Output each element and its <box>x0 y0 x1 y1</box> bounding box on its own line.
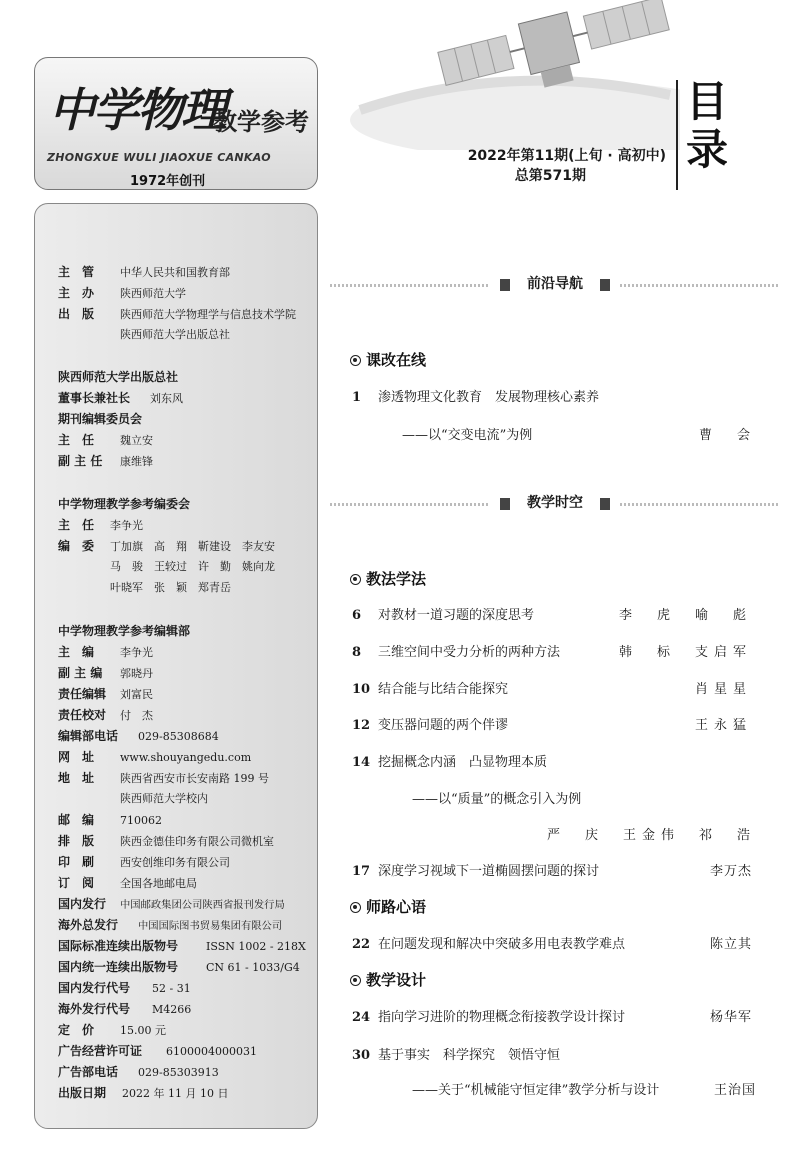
article-entry[interactable] <box>352 1006 752 1025</box>
masthead-row: 董事长兼社长 刘东风 <box>58 391 183 405</box>
dotted-rule <box>330 503 490 506</box>
page-number: 24 <box>352 1010 371 1025</box>
contents-title: 目 录 <box>686 77 729 174</box>
article-author: 杨华军 <box>709 1010 752 1025</box>
article-title: 三维空间中受力分析的两种方法 <box>378 645 561 660</box>
page-number: 22 <box>352 937 371 952</box>
article-entry[interactable] <box>352 714 752 733</box>
article-entry[interactable] <box>352 386 752 405</box>
article-entry[interactable] <box>352 751 752 770</box>
masthead-row: 主 任 魏立安 <box>58 433 153 447</box>
bullet-icon <box>350 975 361 986</box>
issue-number: 2022年第11期(上旬 · 高初中) <box>467 148 666 164</box>
article-title: 对教材一道习题的深度思考 <box>378 608 535 623</box>
masthead-row: 马 骏 王较过 许 勤 姚向龙 <box>110 560 275 573</box>
journal-logo <box>34 57 318 190</box>
total-issue-number: 总第571期 <box>514 168 586 184</box>
article-entry[interactable] <box>352 678 752 697</box>
article-title: 渗透物理文化教育 发展物理核心素养 <box>378 390 600 405</box>
satellite-illustration <box>330 0 680 150</box>
masthead-row: 出版日期 2022 年 11 月 10 日 <box>58 1086 229 1100</box>
masthead-row: 邮 编 710062 <box>58 813 162 827</box>
divider <box>676 80 678 190</box>
article-title: 挖掘概念内涵 凸显物理本质 <box>378 755 548 770</box>
masthead-row: 地 址 陕西省西安市长安南路 199 号 <box>58 771 269 785</box>
press-heading: 陕西师范大学出版总社 <box>58 370 179 384</box>
article-author: 王永猛 <box>694 718 752 733</box>
logo-title: 中学物理 <box>49 83 225 137</box>
masthead-row: 编辑部电话 029-85308684 <box>58 729 219 743</box>
page-number: 6 <box>352 608 362 623</box>
page-number: 12 <box>352 718 371 733</box>
article-author: 严 庆 王金伟 祁 浩 <box>546 828 756 843</box>
article-subtitle: ——以“交变电流”为例 <box>402 428 533 443</box>
masthead-row: 出 版 陕西师范大学物理学与信息技术学院 <box>58 307 296 321</box>
article-entry[interactable] <box>352 933 752 952</box>
article-author: 李 虎 喻 彪 <box>618 608 752 623</box>
masthead-row: 国内发行 中国邮政集团公司陕西省报刊发行局 <box>58 897 285 911</box>
masthead-row: 编 委 丁加旗 高 翔 靳建设 李友安 <box>58 539 275 553</box>
masthead-row: 订 阅 全国各地邮电局 <box>58 876 197 890</box>
article-subtitle: ——以“质量”的概念引入为例 <box>412 792 582 807</box>
article-title: 基于事实 科学探究 领悟守恒 <box>378 1048 561 1063</box>
article-author: 韩 标 支启军 <box>618 645 752 660</box>
bullet-icon <box>350 574 361 585</box>
section-header <box>330 278 780 292</box>
masthead-row: 陕西师范大学校内 <box>120 792 208 805</box>
masthead-row: 副 主 编 郭晓丹 <box>58 666 153 680</box>
masthead-row: 叶晓军 张 颖 郑青岳 <box>110 581 231 594</box>
masthead-row: 主 办 陕西师范大学 <box>58 286 186 300</box>
masthead-row: 广告部电话 029-85303913 <box>58 1065 219 1079</box>
section-title: 教学时空 <box>500 492 610 512</box>
masthead-row: 排 版 陕西金德佳印务有限公司微机室 <box>58 834 274 848</box>
masthead-row: 主 管 中华人民共和国教育部 <box>58 265 230 279</box>
article-entry[interactable] <box>352 604 752 623</box>
committee-heading: 中学物理教学参考编委会 <box>58 497 191 511</box>
founded-year: 1972年创刊 <box>130 174 206 189</box>
page-number: 17 <box>352 864 371 879</box>
masthead-row: 定 价 15.00 元 <box>58 1023 166 1037</box>
masthead-row: 责任校对 付 杰 <box>58 708 153 722</box>
article-title: 在问题发现和解决中突破多用电表教学难点 <box>378 937 626 952</box>
logo-subtitle: 教学参考 <box>213 108 309 136</box>
section-header <box>330 497 780 511</box>
bullet-icon <box>350 902 361 913</box>
masthead-row: 陕西师范大学出版总社 <box>120 328 230 341</box>
article-author: 李万杰 <box>709 864 752 879</box>
article-author: 曹 会 <box>698 428 756 443</box>
page-number: 8 <box>352 645 362 660</box>
category-heading: 教学设计 <box>350 969 426 990</box>
page-number: 30 <box>352 1048 371 1063</box>
bullet-icon <box>350 355 361 366</box>
article-author: 王治国 <box>713 1083 756 1098</box>
masthead-row: 国内发行代号 52 - 31 <box>58 981 191 995</box>
masthead-row: 国内统一连续出版物号 CN 61 - 1033/G4 <box>58 960 300 974</box>
page-number: 14 <box>352 755 371 770</box>
article-title: 深度学习视域下一道椭圆摆问题的探讨 <box>378 864 600 879</box>
masthead-row: 国际标准连续出版物号 ISSN 1002 - 218X <box>58 939 306 953</box>
dotted-rule <box>620 503 780 506</box>
article-subtitle: ——关于“机械能守恒定律”教学分析与设计 <box>412 1083 660 1098</box>
article-entry[interactable] <box>352 1044 752 1063</box>
category-heading: 教法学法 <box>350 568 426 589</box>
masthead-row: 责任编辑 刘富民 <box>58 687 153 701</box>
article-title: 指向学习进阶的物理概念衔接教学设计探讨 <box>378 1010 626 1025</box>
editorial-heading: 中学物理教学参考编辑部 <box>58 624 191 638</box>
dotted-rule <box>620 284 780 287</box>
masthead-row: 海外发行代号 M4266 <box>58 1002 192 1016</box>
masthead-row: 主 任 李争光 <box>58 518 143 532</box>
masthead-row: 网 址 www.shouyangedu.com <box>58 750 252 764</box>
article-author: 肖星星 <box>694 682 752 697</box>
masthead-row: 副 主 任 康维锋 <box>58 454 153 468</box>
masthead-row: 广告经营许可证 6100004000031 <box>58 1044 257 1058</box>
article-entry[interactable] <box>352 641 752 660</box>
logo-pinyin: ZHONGXUE WULI JIAOXUE CANKAO <box>47 151 271 164</box>
article-author: 陈立其 <box>709 937 752 952</box>
masthead-row: 期刊编辑委员会 <box>58 412 143 426</box>
article-title: 结合能与比结合能探究 <box>378 682 509 697</box>
masthead-row: 印 刷 西安创维印务有限公司 <box>58 855 230 869</box>
article-title: 变压器问题的两个伴谬 <box>378 718 509 733</box>
category-heading: 课改在线 <box>350 349 426 370</box>
masthead-row: 主 编 李争光 <box>58 645 153 659</box>
page-number: 10 <box>352 682 371 697</box>
page-number: 1 <box>352 390 362 405</box>
dotted-rule <box>330 284 490 287</box>
article-entry[interactable] <box>352 860 752 879</box>
masthead-row: 海外总发行 中国国际图书贸易集团有限公司 <box>58 918 283 932</box>
section-title: 前沿导航 <box>500 273 610 293</box>
category-heading: 师路心语 <box>350 896 426 917</box>
